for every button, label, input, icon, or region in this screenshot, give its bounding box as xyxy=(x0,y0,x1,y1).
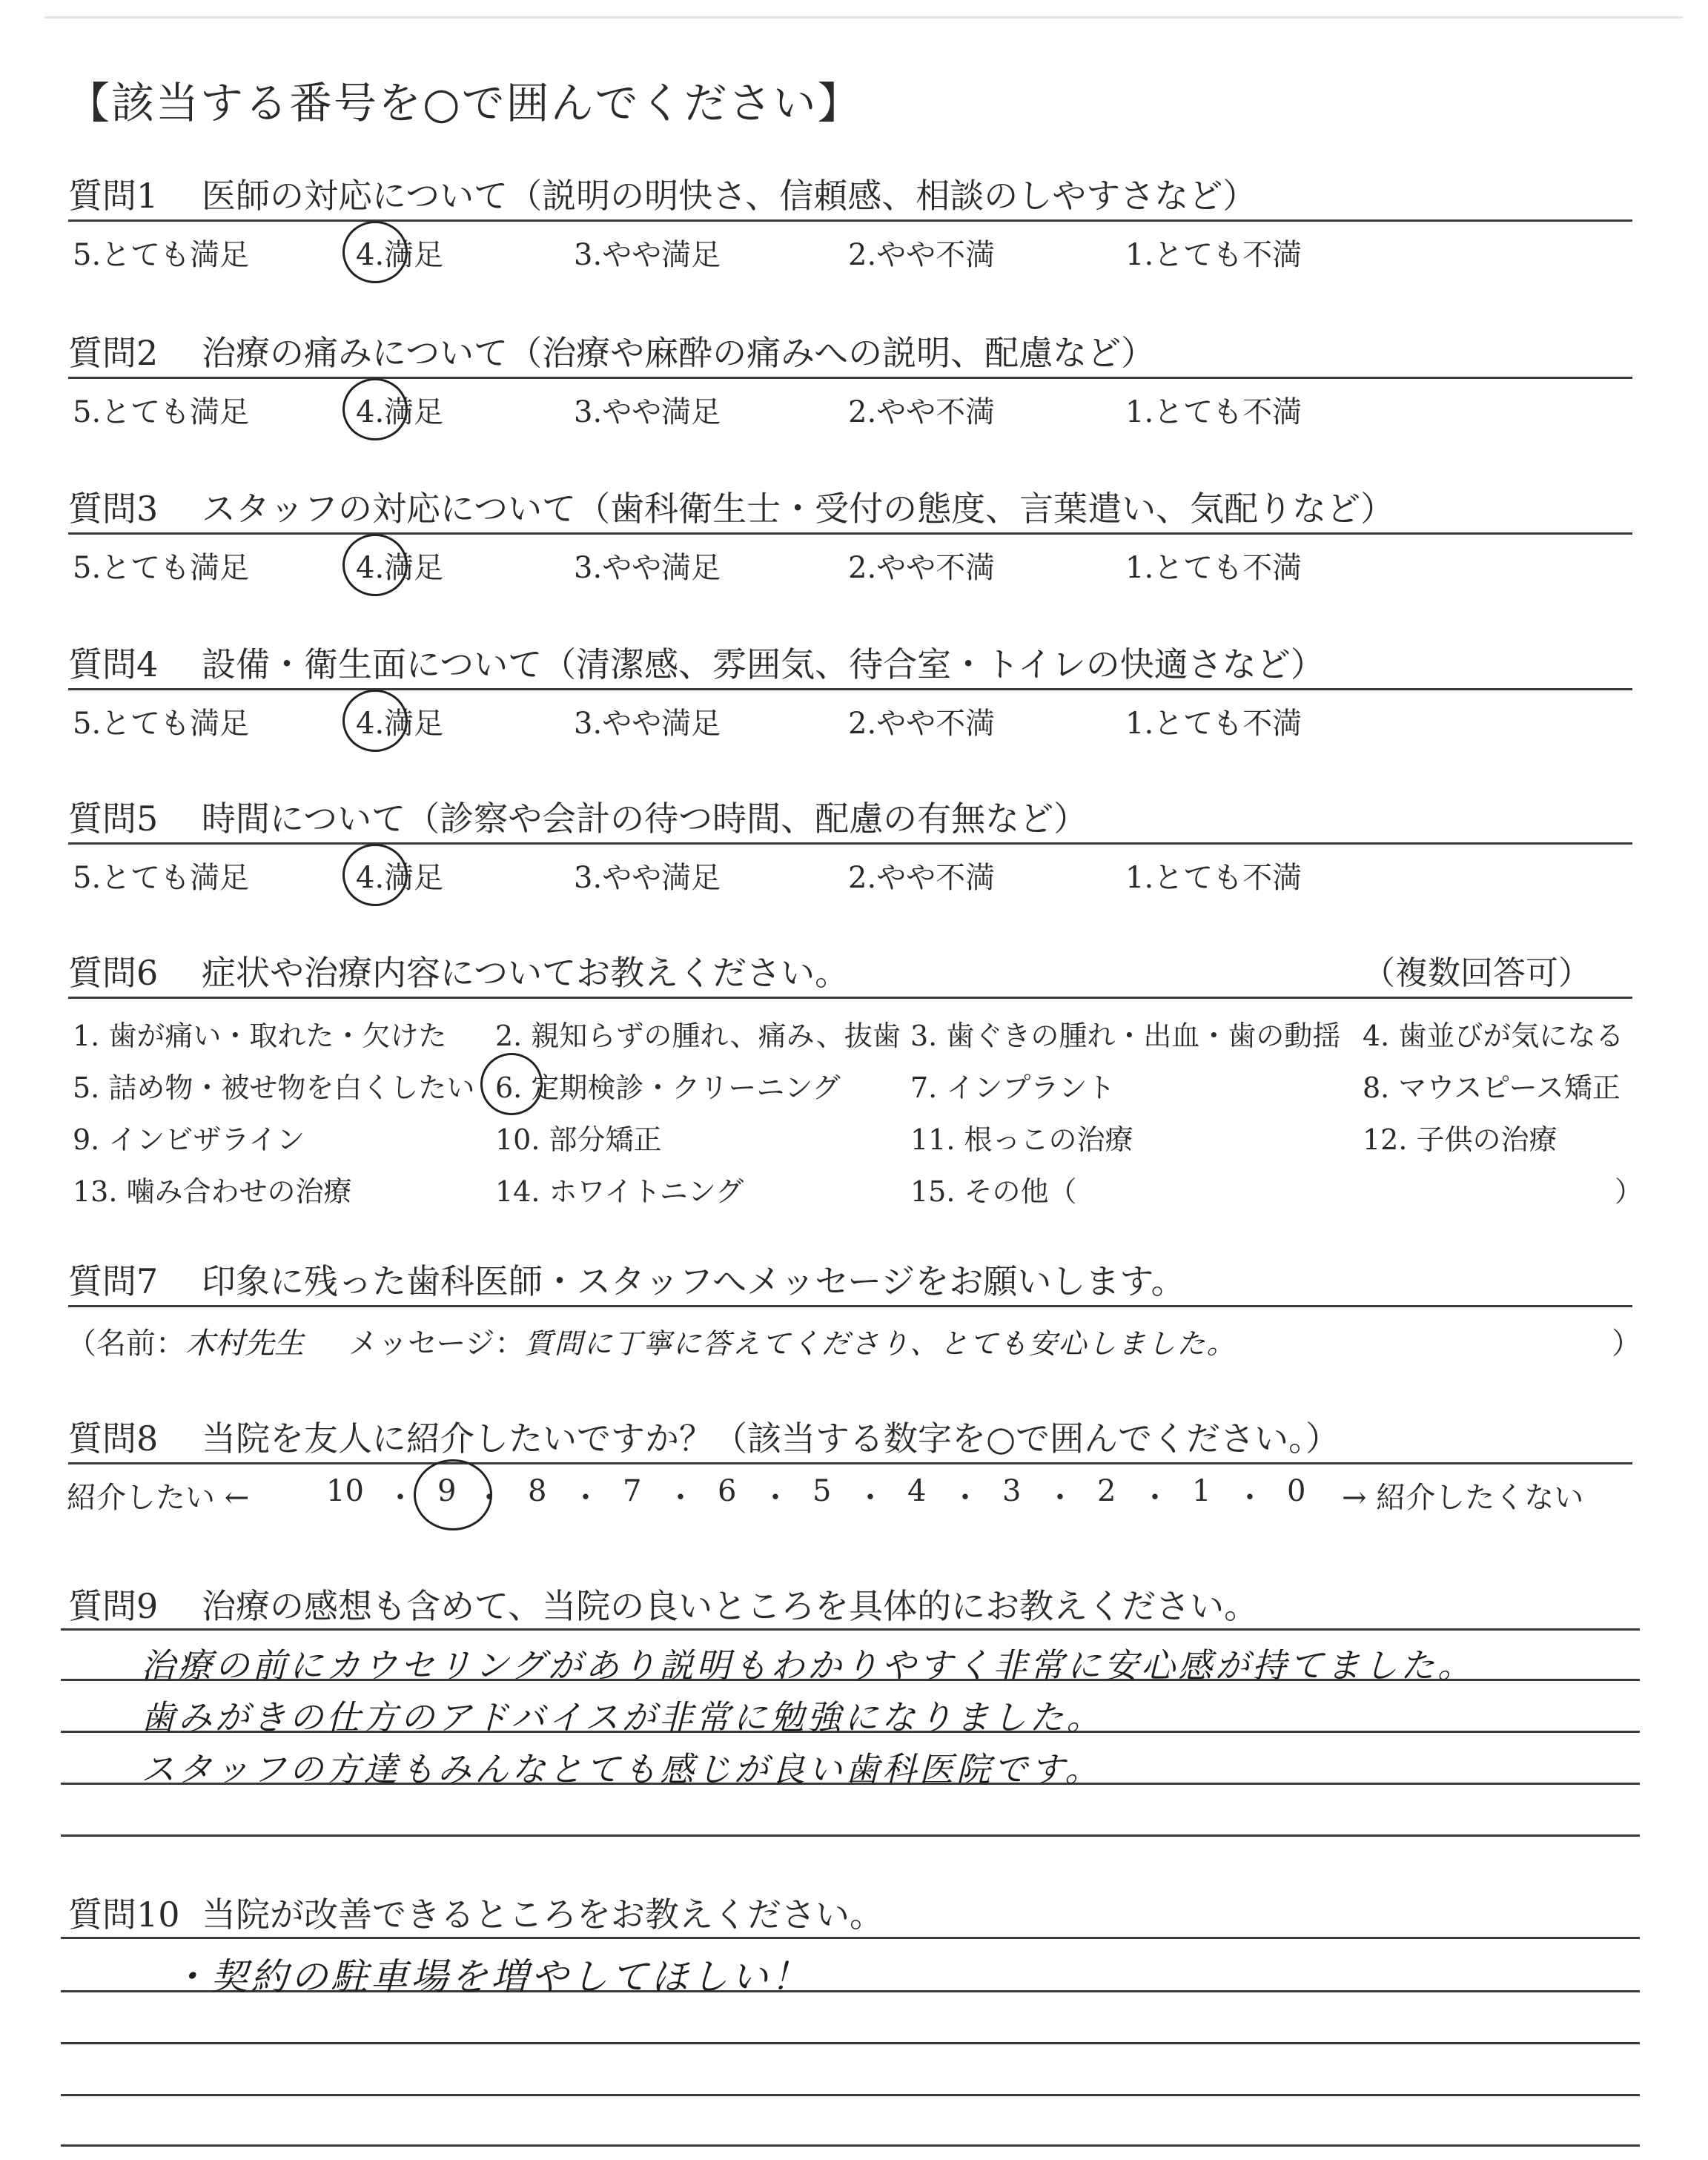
question-9 xyxy=(68,1579,1258,1628)
message-label: メッセージ： xyxy=(348,1327,525,1361)
question-7 xyxy=(68,1255,1185,1304)
question-rule xyxy=(68,997,1632,999)
scale-value[interactable]: 3 xyxy=(1002,1474,1022,1508)
symptom-option[interactable]: 1. 歯が痛い・取れた・欠けた xyxy=(73,1020,447,1052)
selection-circle xyxy=(342,378,408,440)
page-top-edge xyxy=(44,16,1683,19)
question-text: 症状や治療内容についてお教えください。 xyxy=(202,953,850,993)
symptom-option[interactable]: 14. ホワイトニング xyxy=(495,1175,744,1208)
option-very-satisfied[interactable]: 5.とても満足 xyxy=(73,707,250,741)
question-6 xyxy=(68,946,849,995)
selection-circle xyxy=(342,221,408,283)
message-row xyxy=(67,1320,1237,1362)
scale-value[interactable]: 1 xyxy=(1192,1474,1211,1508)
scale-dot: ・ xyxy=(666,1481,695,1515)
question-number: 質問2 xyxy=(68,333,159,373)
option-somewhat-satisfied[interactable]: 3.やや満足 xyxy=(574,395,721,429)
question-text: 時間について（診察や会計の待つ時間、配慮の有無など） xyxy=(202,799,1088,839)
answer-line xyxy=(61,1628,1640,1631)
scale-dot: ・ xyxy=(950,1481,980,1515)
scale-value[interactable]: 0 xyxy=(1287,1474,1306,1508)
answer-line xyxy=(61,2042,1640,2044)
multiple-answers-note: （複数回答可） xyxy=(1363,954,1591,992)
question-number: 質問8 xyxy=(68,1418,159,1459)
question-rule xyxy=(68,219,1632,222)
question-number: 質問9 xyxy=(68,1586,159,1626)
selection-circle xyxy=(342,844,408,906)
question-number: 質問3 xyxy=(68,489,159,529)
question-rule xyxy=(68,1305,1632,1307)
scale-value[interactable]: 7 xyxy=(623,1474,642,1508)
answer-line xyxy=(61,2094,1640,2096)
option-very-dissatisfied[interactable]: 1.とても不満 xyxy=(1125,861,1302,895)
symptom-option[interactable]: 11. 根っこの治療 xyxy=(910,1123,1133,1156)
symptom-option[interactable]: 13. 噛み合わせの治療 xyxy=(73,1175,352,1208)
question-text: 治療の痛みについて（治療や麻酔の痛みへの説明、配慮など） xyxy=(202,333,1156,373)
question-10 xyxy=(68,1888,884,1937)
question-rule xyxy=(68,688,1632,690)
selection-circle xyxy=(342,534,408,596)
handwritten-answer[interactable]: 治療の前にカウセリングがあり説明もわかりやすく非常に安心感が持てました。 xyxy=(141,1645,1475,1685)
rating-options-1 xyxy=(73,231,1629,276)
scale-value[interactable]: 9 xyxy=(437,1474,457,1508)
option-very-satisfied[interactable]: 5.とても満足 xyxy=(73,861,250,895)
option-somewhat-dissatisfied[interactable]: 2.やや不満 xyxy=(848,551,996,585)
scale-dot: ・ xyxy=(1235,1481,1265,1515)
symptom-option[interactable]: 9. インビザライン xyxy=(73,1123,305,1156)
question-text: 当院を友人に紹介したいですか？（該当する数字を○で囲んでください。） xyxy=(202,1418,1340,1459)
question-text: 設備・衛生面について（清潔感、雰囲気、待合室・トイレの快適さなど） xyxy=(202,644,1325,684)
rating-options-2 xyxy=(73,389,1629,433)
option-very-dissatisfied[interactable]: 1.とても不満 xyxy=(1125,238,1302,272)
question-text: スタッフの対応について（歯科衛生士・受付の態度、言葉遣い、気配りなど） xyxy=(202,489,1395,529)
option-satisfied[interactable]: 4.満足 xyxy=(356,238,444,272)
option-satisfied[interactable]: 4.満足 xyxy=(356,861,444,895)
question-2 xyxy=(68,326,1155,375)
scale-value[interactable]: 8 xyxy=(528,1474,547,1508)
question-number: 質問4 xyxy=(68,644,159,684)
scale-value[interactable]: 4 xyxy=(907,1474,927,1508)
question-3 xyxy=(68,482,1394,531)
rating-options-5 xyxy=(73,854,1629,899)
symptom-option[interactable]: 6. 定期検診・クリーニング xyxy=(495,1071,841,1104)
rating-options-3 xyxy=(73,544,1629,589)
question-number: 質問6 xyxy=(68,953,159,993)
option-somewhat-satisfied[interactable]: 3.やや満足 xyxy=(574,238,721,272)
option-very-satisfied[interactable]: 5.とても満足 xyxy=(73,395,250,429)
answer-line xyxy=(61,2144,1640,2147)
question-rule xyxy=(68,532,1632,535)
option-somewhat-satisfied[interactable]: 3.やや満足 xyxy=(574,707,721,741)
question-number: 質問5 xyxy=(68,799,159,839)
other-close-paren: ） xyxy=(1615,1175,1644,1208)
option-somewhat-satisfied[interactable]: 3.やや満足 xyxy=(574,551,721,585)
question-text: 医師の対応について（説明の明快さ、信頼感、相談のしやすさなど） xyxy=(202,176,1257,216)
scale-dot: ・ xyxy=(385,1481,415,1515)
scale-value[interactable]: 6 xyxy=(718,1474,737,1508)
question-rule xyxy=(68,842,1632,845)
not-recommend-label: → 紹介したくない xyxy=(1342,1481,1584,1515)
selection-circle xyxy=(480,1053,543,1115)
scale-dot: ・ xyxy=(761,1481,790,1515)
answer-line xyxy=(61,1937,1640,1939)
question-rule xyxy=(68,377,1632,379)
handwritten-answer[interactable]: 歯みがきの仕方のアドバイスが非常に勉強になりました。 xyxy=(141,1697,1104,1737)
question-number: 質問7 xyxy=(68,1261,159,1301)
scale-dot: ・ xyxy=(1045,1481,1075,1515)
page-title: 【該当する番号を○で囲んでください】 xyxy=(67,78,862,128)
option-somewhat-dissatisfied[interactable]: 2.やや不満 xyxy=(848,395,996,429)
question-8 xyxy=(68,1412,1340,1461)
option-somewhat-dissatisfied[interactable]: 2.やや不満 xyxy=(848,707,996,741)
option-very-satisfied[interactable]: 5.とても満足 xyxy=(73,238,250,272)
scale-dot: ・ xyxy=(855,1481,885,1515)
scale-dot: ・ xyxy=(1140,1481,1170,1515)
question-text: 治療の感想も含めて、当院の良いところを具体的にお教えください。 xyxy=(202,1586,1259,1626)
question-number: 質問1 xyxy=(68,176,159,216)
rating-options-4 xyxy=(73,700,1629,744)
symptom-option[interactable]: 10. 部分矯正 xyxy=(495,1123,662,1156)
message-close-paren: ） xyxy=(1612,1327,1641,1361)
option-somewhat-dissatisfied[interactable]: 2.やや不満 xyxy=(848,861,996,895)
option-satisfied[interactable]: 4.満足 xyxy=(356,551,444,585)
option-satisfied[interactable]: 4.満足 xyxy=(356,395,444,429)
option-very-dissatisfied[interactable]: 1.とても不満 xyxy=(1125,395,1302,429)
question-number: 質問10 xyxy=(68,1895,180,1935)
question-1 xyxy=(68,169,1257,218)
scale-dot: ・ xyxy=(571,1481,600,1515)
symptom-option[interactable]: 2. 親知らずの腫れ、痛み、抜歯 xyxy=(495,1020,901,1052)
question-rule xyxy=(68,1462,1632,1464)
name-label: （名前： xyxy=(67,1327,185,1361)
symptom-option[interactable]: 15. その他（ xyxy=(910,1175,1077,1208)
symptom-option[interactable]: 4. 歯並びが気になる xyxy=(1363,1020,1624,1052)
selection-circle xyxy=(342,690,408,752)
option-satisfied[interactable]: 4.満足 xyxy=(356,707,444,741)
option-somewhat-dissatisfied[interactable]: 2.やや不満 xyxy=(848,238,996,272)
option-very-satisfied[interactable]: 5.とても満足 xyxy=(73,551,250,585)
option-somewhat-satisfied[interactable]: 3.やや満足 xyxy=(574,861,721,895)
message-value[interactable]: 質問に丁寧に答えてくださり、とても安心しました。 xyxy=(524,1327,1237,1360)
answer-line xyxy=(61,1834,1640,1837)
symptom-option[interactable]: 12. 子供の治療 xyxy=(1363,1123,1558,1156)
scale-value[interactable]: 5 xyxy=(812,1474,832,1508)
handwritten-answer[interactable]: スタッフの方達もみんなとても感じが良い歯科医院です。 xyxy=(141,1749,1102,1789)
name-value[interactable]: 木村先生 xyxy=(185,1327,304,1361)
recommend-scale xyxy=(67,1474,1638,1519)
question-5 xyxy=(68,792,1088,841)
scale-value[interactable]: 10 xyxy=(326,1474,364,1508)
scale-value[interactable]: 2 xyxy=(1097,1474,1116,1508)
question-text: 当院が改善できるところをお教えください。 xyxy=(202,1895,884,1935)
option-very-dissatisfied[interactable]: 1.とても不満 xyxy=(1125,707,1302,741)
symptom-option[interactable]: 5. 詰め物・被せ物を白くしたい xyxy=(73,1071,475,1104)
symptom-option[interactable]: 7. インプラント xyxy=(910,1071,1116,1104)
selection-circle xyxy=(414,1459,492,1530)
scale-dot: ・ xyxy=(474,1481,504,1515)
symptom-option[interactable]: 3. 歯ぐきの腫れ・出血・歯の動揺 xyxy=(910,1020,1341,1052)
recommend-label: 紹介したい ← xyxy=(67,1481,250,1515)
option-very-dissatisfied[interactable]: 1.とても不満 xyxy=(1125,551,1302,585)
question-text: 印象に残った歯科医師・スタッフへメッセージをお願いします。 xyxy=(202,1261,1185,1301)
question-4 xyxy=(68,638,1325,687)
symptom-option[interactable]: 8. マウスピース矯正 xyxy=(1363,1071,1621,1104)
handwritten-answer[interactable]: ・契約の駐車場を増やしてほしい！ xyxy=(171,1955,811,1998)
